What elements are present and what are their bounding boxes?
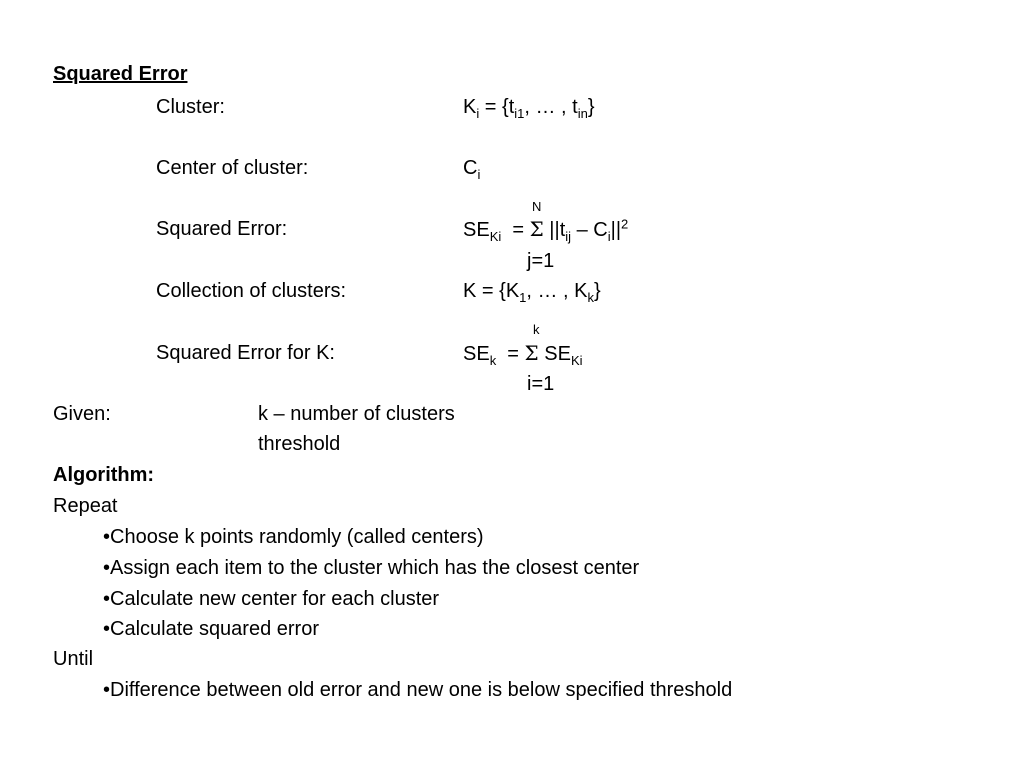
repeat-step-1: •Choose k points randomly (called centers) — [103, 526, 484, 548]
repeat-label: Repeat — [53, 495, 118, 517]
center-label: Center of cluster: — [156, 157, 309, 179]
cluster-label: Cluster: — [156, 96, 225, 118]
until-label: Until — [53, 648, 94, 670]
repeat-step-3: •Calculate new center for each cluster — [103, 588, 440, 610]
given-line-2: threshold — [258, 433, 341, 455]
sek-sum-upper-limit: k — [533, 322, 540, 337]
until-step-1: •Difference between old error and new one is below specified threshold — [103, 679, 733, 701]
sek-formula: $SE_k = \Sigma$ $SE_{Ki}$ — [463, 341, 583, 368]
se-sum-upper-limit: N — [532, 199, 542, 214]
se-formula: $SE_{Ki} = \Sigma$ $||t_{ij} - C_i||^2$ — [463, 216, 629, 244]
algorithm-heading: Algorithm: — [53, 464, 155, 486]
given-line-1: k – number of clusters — [258, 403, 455, 425]
collection-label: Collection of clusters: — [156, 280, 347, 302]
center-formula: $C_i$ — [463, 157, 481, 182]
repeat-step-4: •Calculate squared error — [103, 618, 319, 640]
se-sum-lower-limit: j=1 — [527, 250, 555, 272]
se-label: Squared Error: — [156, 218, 288, 240]
given-label: Given: — [53, 403, 111, 425]
sek-sum-lower-limit: i=1 — [527, 373, 555, 395]
cluster-formula: $K_i = \{t_{i1}$, … , $t_{in}$} — [463, 96, 595, 121]
slide-title: Squared Error — [53, 63, 188, 85]
repeat-step-2: •Assign each item to the cluster which has the closest center — [103, 557, 640, 579]
collection-formula: $K = \{K_1$, … , $K_k$} — [463, 280, 601, 305]
sek-label: Squared Error for K: — [156, 342, 335, 364]
